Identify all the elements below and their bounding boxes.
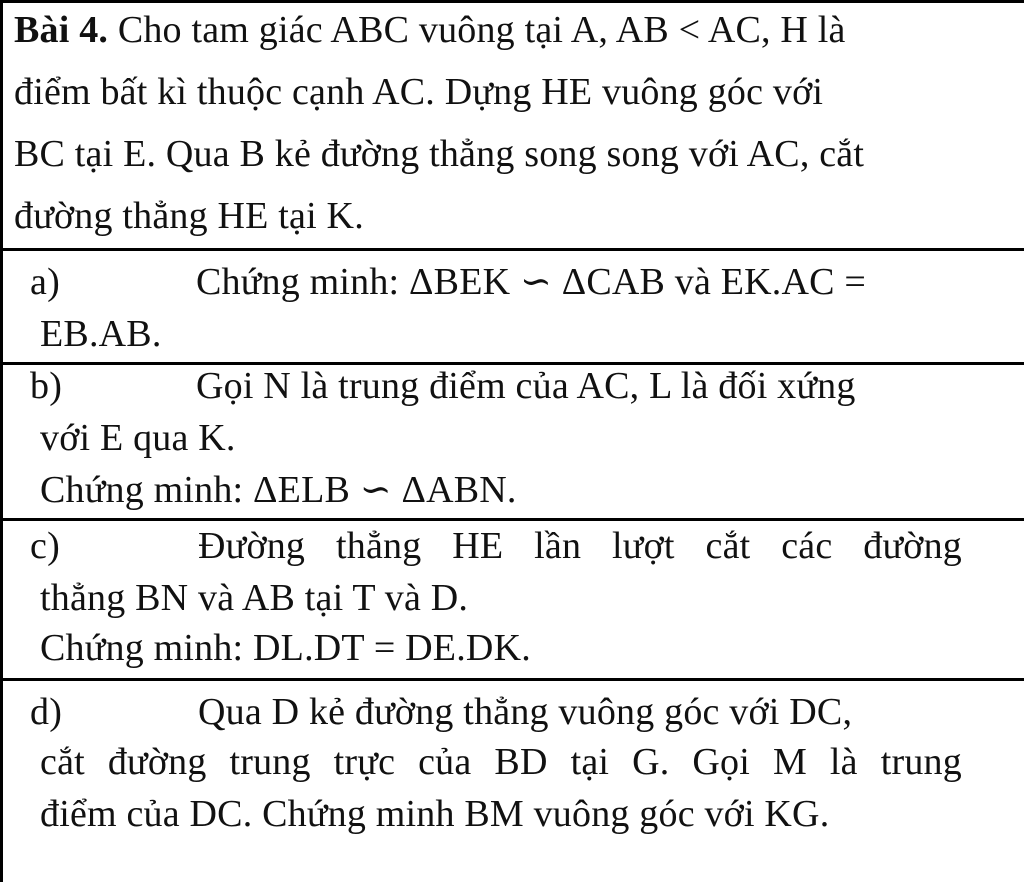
part-c-word: cắt <box>705 525 751 567</box>
part-c-line-2: thẳng BN và AB tại T và D. <box>40 577 469 619</box>
part-c-line-3: Chứng minh: DL.DT = DE.DK. <box>40 627 531 669</box>
part-c-line-1 <box>198 524 962 568</box>
part-b-line-3: Chứng minh: ΔELB ∽ ΔABN. <box>40 469 517 511</box>
divider-d <box>2 678 1024 681</box>
part-d-word: trực <box>333 741 396 783</box>
problem-intro-line-4: đường thẳng HE tại K. <box>14 195 364 237</box>
divider-a <box>2 248 1024 251</box>
part-c-word: lượt <box>612 525 675 567</box>
part-d-word: G. <box>632 741 670 783</box>
part-d-word: trung <box>880 741 962 783</box>
part-c-word: đường <box>863 525 962 567</box>
part-d-word: tại <box>570 741 610 783</box>
part-d-word: cắt <box>40 741 85 783</box>
problem-title: Bài 4. <box>14 9 109 51</box>
part-d-word: trung <box>229 741 311 783</box>
divider-c <box>2 518 1024 521</box>
part-c-word: các <box>781 525 833 567</box>
part-b-label: b) <box>30 365 63 407</box>
part-c-word: thẳng <box>335 525 422 567</box>
part-a-label: a) <box>30 261 60 303</box>
part-d-word: của <box>418 741 472 783</box>
part-c-word: HE <box>452 525 504 567</box>
part-d-word: BD <box>494 741 548 783</box>
problem-intro-line-3: BC tại E. Qua B kẻ đường thẳng song song với AC, cắt <box>14 133 865 175</box>
problem-intro-line-1 <box>14 8 846 52</box>
part-d-line-1: Qua D kẻ đường thẳng vuông góc với DC, <box>198 691 853 733</box>
part-d-word: là <box>829 741 858 783</box>
part-c-word: lần <box>534 525 582 567</box>
part-b-line-1: Gọi N là trung điểm của AC, L là đối xứng <box>196 365 856 407</box>
part-b-line-2: với E qua K. <box>40 417 236 459</box>
intro-text-1: Cho tam giác ABC vuông tại A, AB < AC, H là <box>117 9 846 51</box>
part-d-word: Gọi <box>692 741 751 783</box>
part-d-word: M <box>772 741 807 783</box>
part-c-label: c) <box>30 525 60 567</box>
part-d-label: d) <box>30 691 63 733</box>
part-d-word: đường <box>107 741 207 783</box>
problem-intro-line-2: điểm bất kì thuộc cạnh AC. Dựng HE vuông góc với <box>14 71 824 113</box>
part-a-line-2: EB.AB. <box>40 313 162 355</box>
part-a-line-1: Chứng minh: ΔBEK ∽ ΔCAB và EK.AC = <box>196 261 867 303</box>
part-d-line-3: điểm của DC. Chứng minh BM vuông góc với KG. <box>40 793 830 835</box>
part-d-line-2 <box>40 740 962 784</box>
part-c-word: Đường <box>198 525 306 567</box>
